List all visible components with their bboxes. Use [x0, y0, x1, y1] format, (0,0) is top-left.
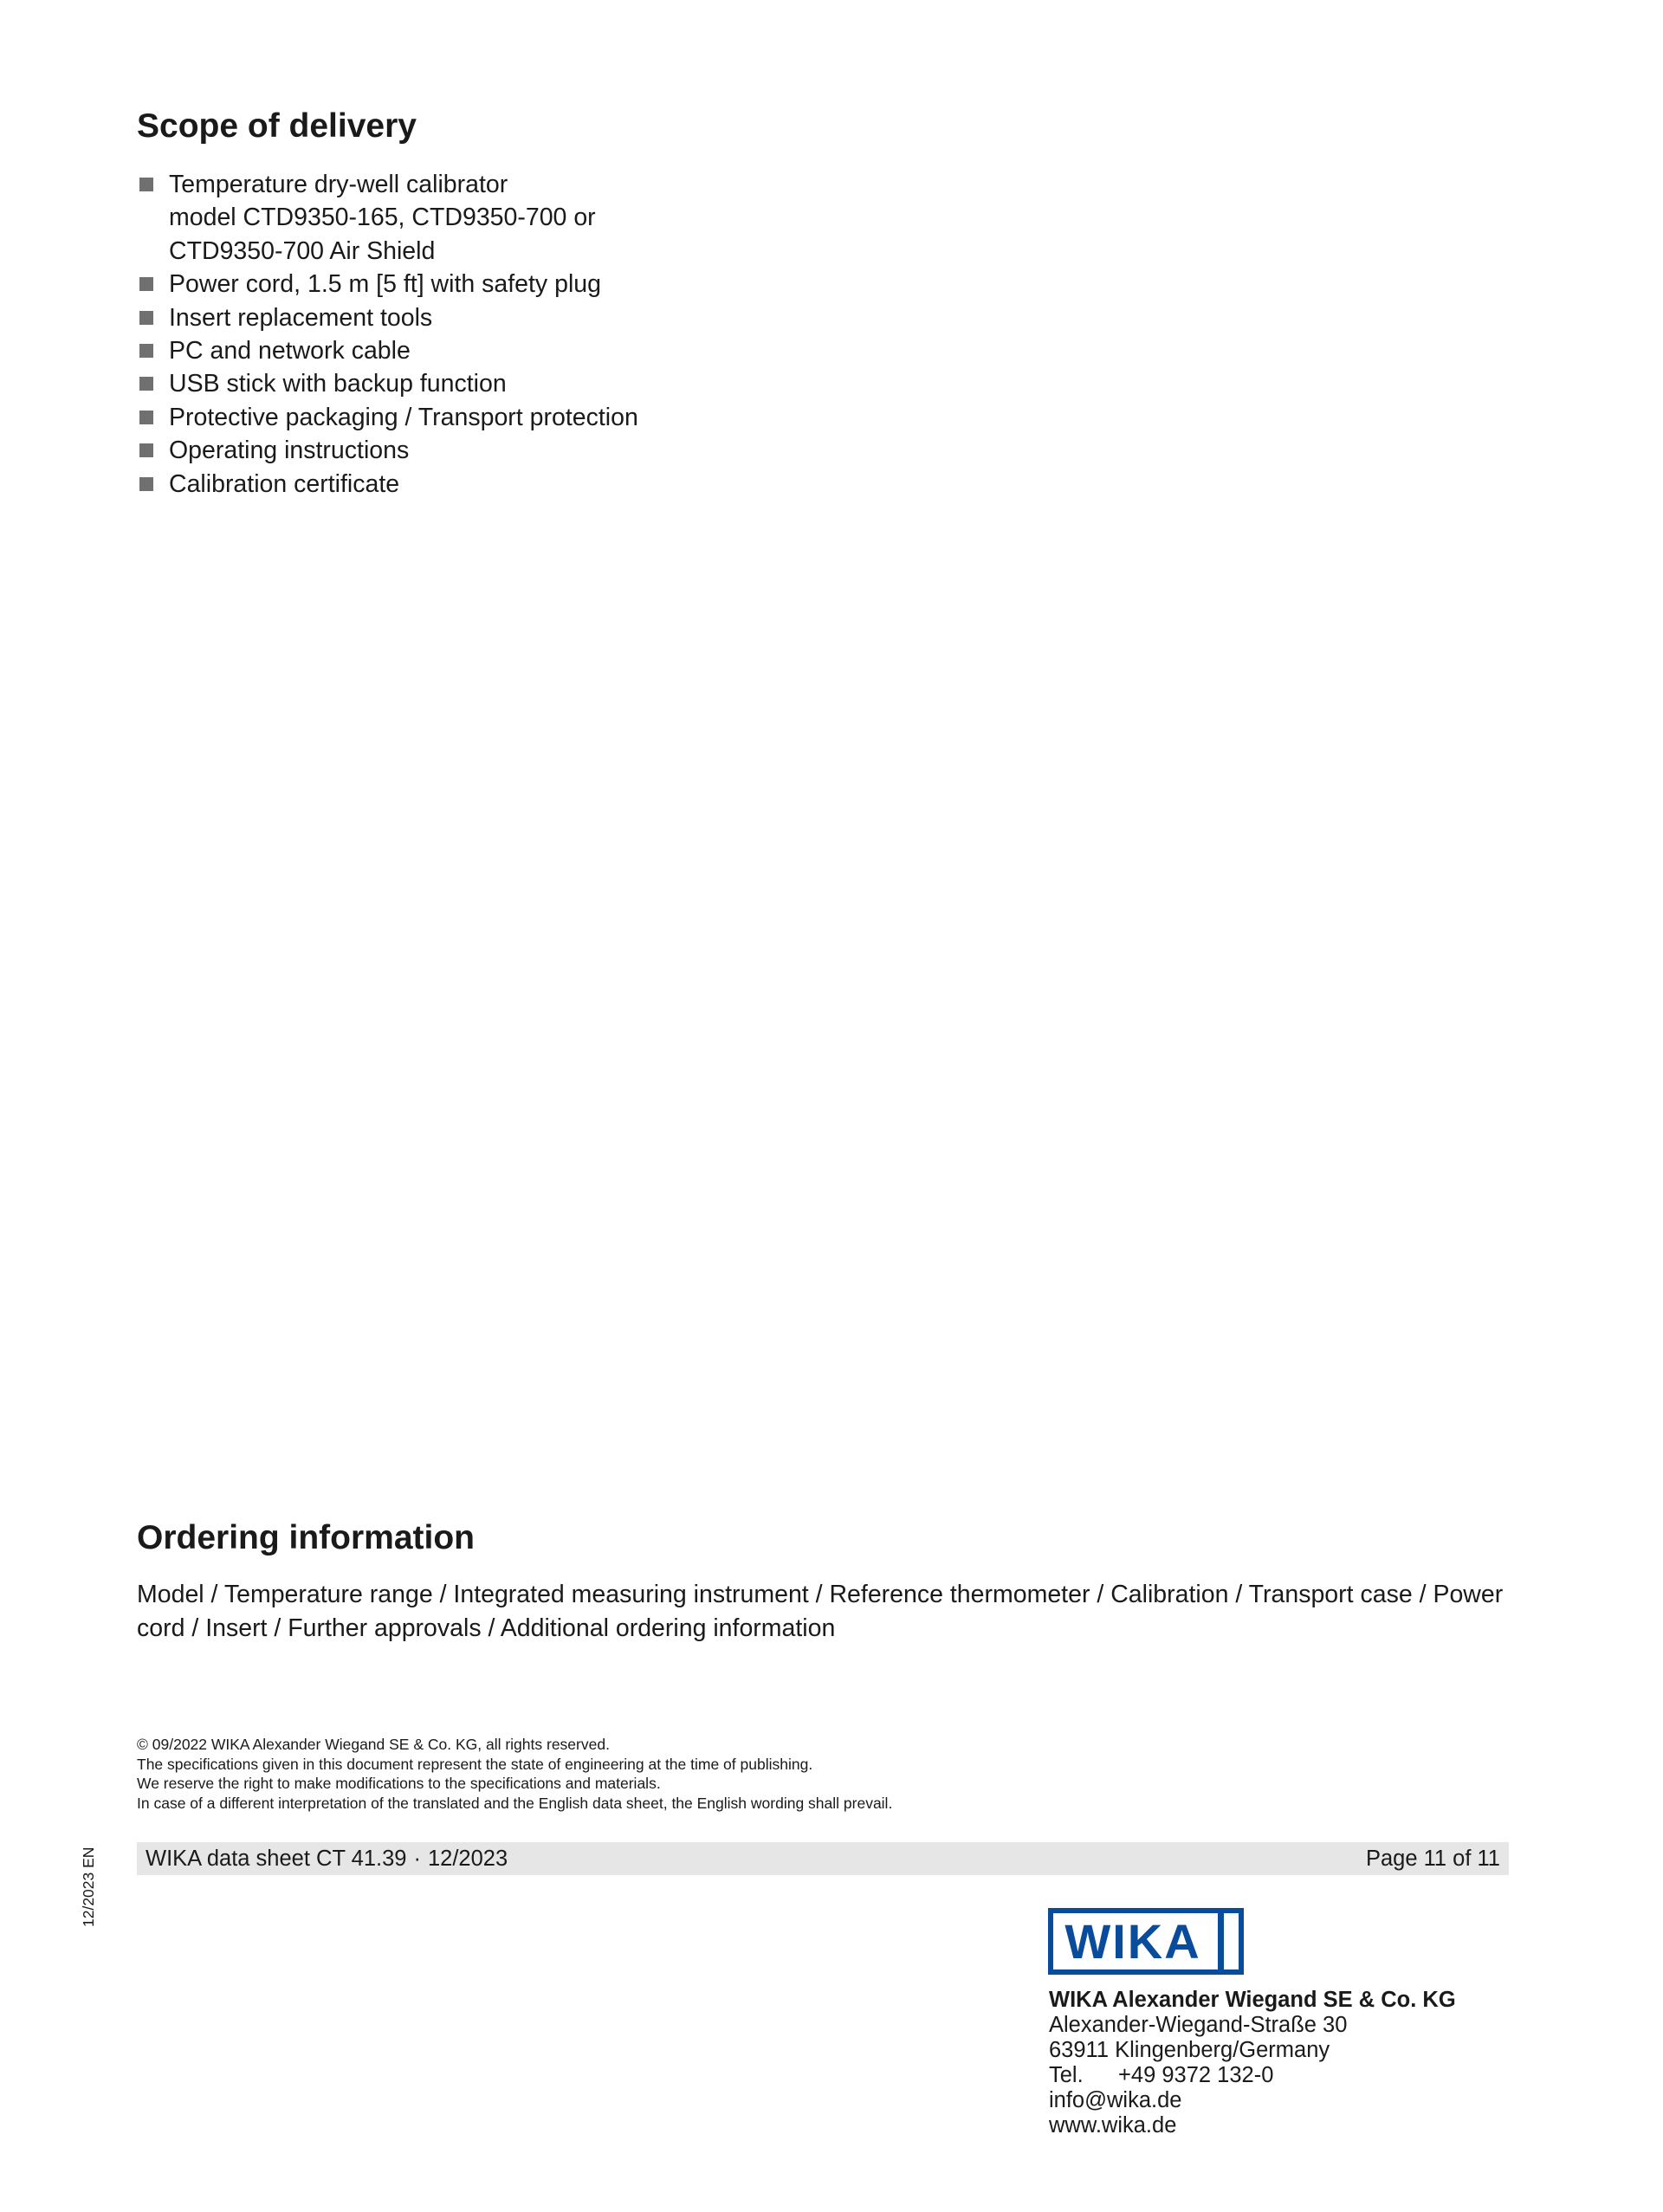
scope-list-item-text: model CTD9350-165, CTD9350-700 or	[169, 204, 596, 232]
wika-logo-text: WIKA	[1064, 1914, 1201, 1969]
copyright-line: © 09/2022 WIKA Alexander Wiegand SE & Co. KG, all rights reserved.	[137, 1736, 610, 1753]
scope-list-item-text: PC and network cable	[169, 337, 411, 365]
wika-logo	[1048, 1908, 1244, 1975]
scope-list-item-text: Protective packaging / Transport protection	[169, 403, 638, 431]
scope-list-item	[137, 334, 916, 367]
address-street: Alexander-Wiegand-Straße 30	[1049, 2013, 1348, 2037]
address-phone	[1049, 2063, 1456, 2088]
bullet-square-icon	[139, 411, 153, 424]
scope-list-item	[137, 301, 916, 334]
bullet-square-icon	[139, 443, 153, 457]
page-number: Page 11 of 11	[1365, 1847, 1500, 1871]
address-website[interactable]: www.wika.de	[1049, 2113, 1177, 2138]
bullet-square-icon	[139, 178, 153, 191]
scope-list-item	[137, 367, 916, 400]
scope-list-item-text: Calibration certificate	[169, 469, 400, 498]
side-edition-date: 12/2023 EN	[80, 1847, 97, 1927]
address-email[interactable]: info@wika.de	[1049, 2088, 1182, 2112]
scope-list-item	[137, 401, 916, 434]
scope-list-item	[137, 468, 916, 501]
scope-list-item	[137, 168, 916, 268]
datasheet-number: WIKA data sheet CT 41.39	[146, 1847, 407, 1871]
bullet-square-icon	[139, 277, 153, 291]
datasheet-date: 12/2023	[427, 1847, 508, 1871]
company-address	[1049, 1988, 1456, 2138]
legal-line-modifications: We reserve the right to make modifications to the specifications and materials.	[137, 1775, 661, 1793]
ordering-information-heading: Ordering information	[137, 1519, 475, 1556]
scope-list-item-text: Operating instructions	[169, 437, 410, 465]
scope-list-item	[137, 268, 916, 301]
bullet-square-icon	[139, 311, 153, 325]
address-city: 63911 Klingenberg/Germany	[1049, 2038, 1330, 2062]
scope-list-item-text: CTD9350-700 Air Shield	[169, 236, 436, 265]
footer-datasheet-reference	[146, 1847, 508, 1872]
legal-line-interpretation: In case of a different interpretation of the translated and the English data sheet, the English wording shall prevail.	[137, 1794, 893, 1812]
phone-number: +49 9372 132-0	[1118, 2063, 1274, 2087]
bullet-square-icon	[139, 477, 153, 491]
scope-list-item	[137, 434, 916, 467]
scope-list-item-text: Temperature dry-well calibrator	[169, 171, 508, 198]
bullet-square-icon	[139, 377, 153, 391]
scope-list-item-text: USB stick with backup function	[169, 370, 507, 398]
scope-of-delivery-heading: Scope of delivery	[137, 107, 417, 145]
footer-bar	[137, 1842, 1509, 1875]
legal-notice	[137, 1735, 1436, 1813]
footer-separator: ·	[413, 1847, 421, 1871]
scope-list-item-text: Power cord, 1.5 m [5 ft] with safety plug	[169, 270, 601, 299]
phone-label: Tel.	[1049, 2063, 1084, 2087]
ordering-information-text: Model / Temperature range / Integrated measuring instrument / Reference thermometer / Calibration / Transport case / Power cord / Insert / Further approvals / Additional ordering information	[137, 1581, 1504, 1642]
scope-of-delivery-list	[137, 168, 916, 501]
scope-list-item-text: Insert replacement tools	[169, 303, 433, 332]
wika-logo-bar	[1218, 1911, 1224, 1972]
company-name: WIKA Alexander Wiegand SE & Co. KG	[1049, 1988, 1456, 2012]
legal-line-specifications: The specifications given in this document represent the state of engineering at the time of publishing.	[137, 1755, 813, 1773]
bullet-square-icon	[139, 344, 153, 358]
